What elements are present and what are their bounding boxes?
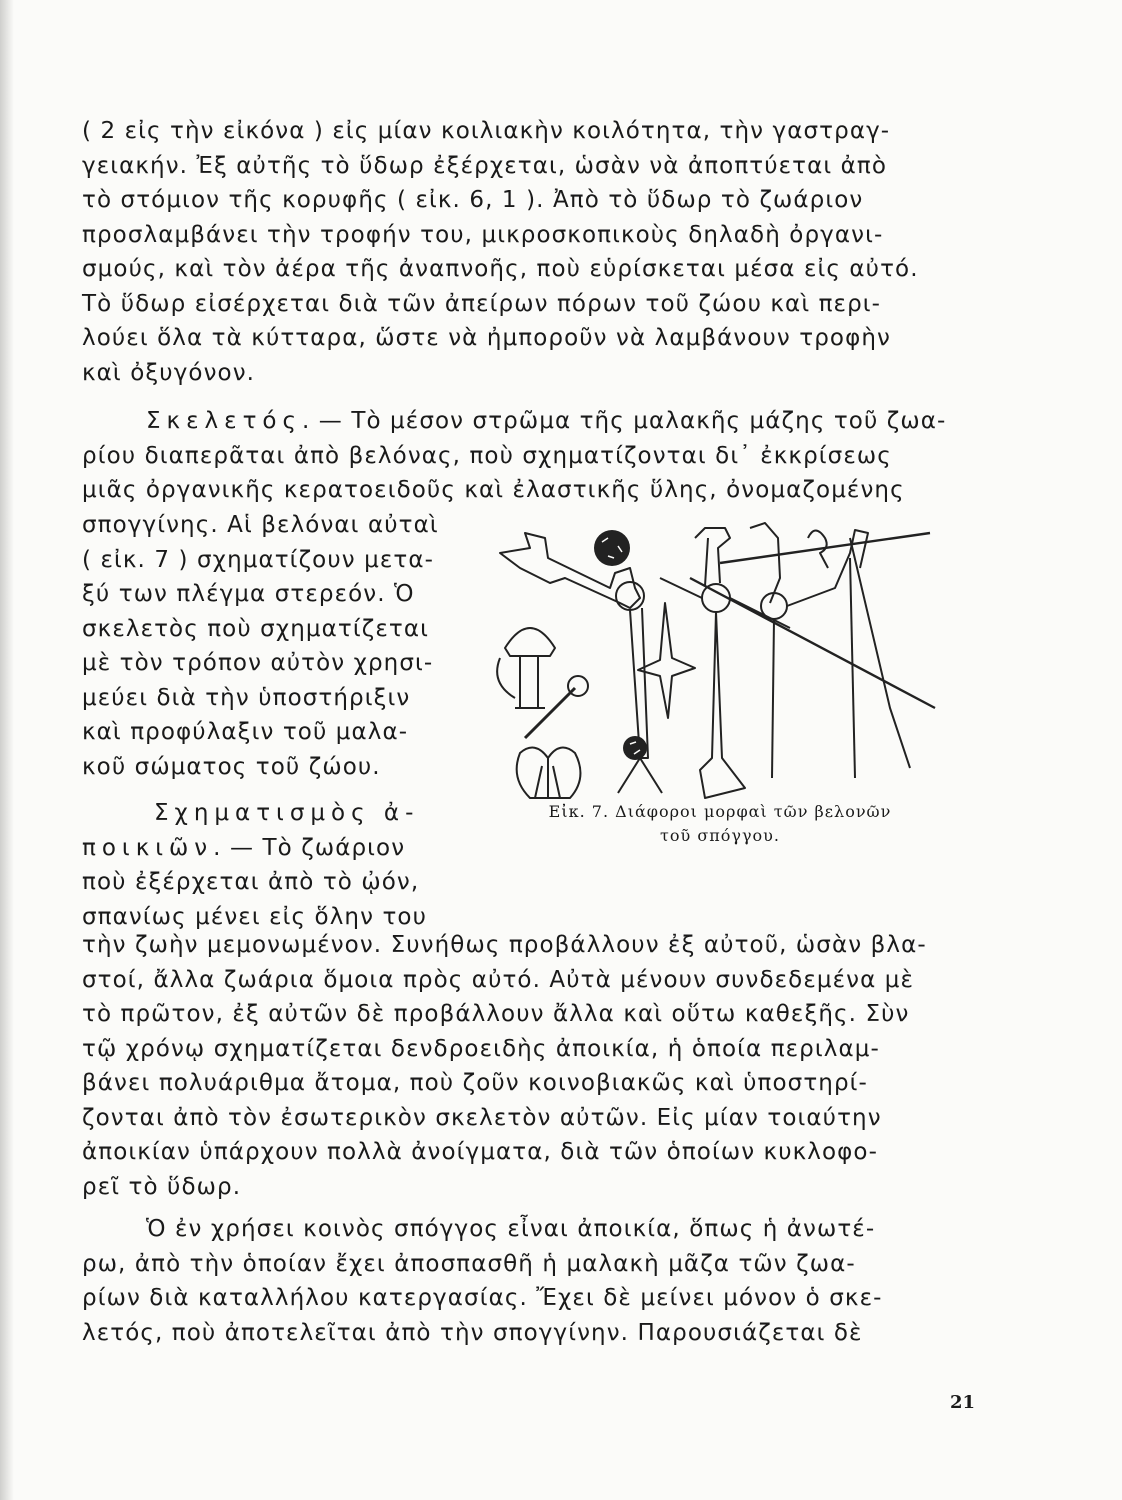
text-line: ἀποικίαν ὑπάρχουν πολλὰ ἀνοίγματα, διὰ τῶν ὁποίων κυκλοφο- xyxy=(82,1139,879,1165)
text-line: καὶ ὀξυγόνον. xyxy=(82,359,256,386)
colony-heading: Σχηματισμὸς ἀ- xyxy=(154,800,420,826)
text-line: μὲ τὸν τρόπον αὐτὸν χρησι- xyxy=(82,650,434,676)
text-line: ρεῖ τὸ ὕδωρ. xyxy=(82,1173,242,1200)
colony-text: . — Τὸ ζωάριον xyxy=(213,834,406,861)
text-line xyxy=(82,404,946,439)
small-rosette-spicule xyxy=(623,736,647,760)
text-line: τὸ στόμιον τῆς κορυφῆς ( εἰκ. 6, 1 ). Ἀπὸ τὸ ὕδωρ τὸ ζωάριον xyxy=(82,187,864,213)
spicule-shaft xyxy=(630,608,648,758)
text-line: λετός, ποὺ ἀποτελεῖται ἀπὸ τὴν σπογγίνην. Παρουσιάζεται δὲ xyxy=(82,1319,863,1346)
text-line: προσλαμβάνει τὴν τροφήν του, μικροσκοπικοὺς δηλαδὴ ὀργανι- xyxy=(82,221,884,248)
paragraph-top xyxy=(82,114,919,390)
spicule-fork xyxy=(618,758,662,793)
text-line: στοί, ἄλλα ζωάρια ὅμοια πρὸς αὐτό. Αὐτὰ μένουν συνδεδεμένα μὲ xyxy=(82,966,915,993)
text-line: ζονται ἀπὸ τὸν ἐσωτερικὸν σκελετὸν αὐτῶν. Εἰς μίαν τοιαύτην xyxy=(82,1104,882,1131)
text-line: ( 2 εἰς τὴν εἰκόνα ) εἰς μίαν κοιλιακὴν κοιλότητα, τὴν γαστραγ- xyxy=(82,118,891,144)
paragraph-skeleton xyxy=(82,404,946,508)
sponge-spicules-figure xyxy=(490,508,950,800)
colony-heading-rest: ποικιῶν xyxy=(82,834,214,861)
text-line: ρω, ἀπὸ τὴν ὁποίαν ἔχει ἀποσπασθῆ ἡ μαλακὴ μᾶζα τῶν ζωα- xyxy=(82,1250,856,1277)
text-line: τὸ πρῶτον, ἐξ αὐτῶν δὲ προβάλλουν ἄλλα καὶ οὕτω καθεξῆς. Σὺν xyxy=(82,1001,910,1027)
text-line: γειακήν. Ἐξ αὐτῆς τὸ ὕδωρ ἐξέρχεται, ὡσὰν νὰ ἀποπτύεται ἀπὸ xyxy=(82,152,888,179)
text-line: σπογγίνης. Αἱ βελόναι αὐταὶ xyxy=(82,512,439,538)
text-line: ποὺ ἐξέρχεται ἀπὸ τὸ ᾠόν, xyxy=(82,869,420,895)
skeleton-heading: Σκελετός xyxy=(146,408,302,434)
paragraph-colony xyxy=(82,928,927,1204)
text-line: ξύ των πλέγμα στερεόν. Ὁ xyxy=(82,581,415,607)
text-line: μιᾶς ὀργανικῆς κερατοειδοῦς καὶ ἐλαστικῆς ὕλης, ὀνομαζομένης xyxy=(82,477,905,503)
text-line: Ὁ ἐν χρήσει κοινὸς σπόγγος εἶναι ἀποικία, ὅπως ἡ ἀνωτέ- xyxy=(146,1216,876,1242)
text-line: κοῦ σώματος τοῦ ζώου. xyxy=(82,753,381,780)
text-line: ( εἰκ. 7 ) σχηματίζουν μετα- xyxy=(82,546,434,573)
page-number: 21 xyxy=(950,1392,976,1413)
text-line: ρίων διὰ καταλλήλου κατεργασίας. Ἔχει δὲ μείνει μόνον ὁ σκε- xyxy=(82,1285,883,1311)
text-line: ρίου διαπερᾶται ἀπὸ βελόνας, ποὺ σχηματίζονται δι᾽ ἐκκρίσεως xyxy=(82,442,892,469)
text-line xyxy=(82,831,439,866)
colony-heading-line1 xyxy=(82,796,439,831)
text-line: λούει ὅλα τὰ κύτταρα, ὥστε νὰ ἠμποροῦν νὰ λαμβάνουν τροφὴν xyxy=(82,325,891,351)
skeleton-text: . — Τὸ μέσον στρῶμα τῆς μαλακῆς μάζης τοῦ ζωα- xyxy=(301,408,947,434)
figure-caption xyxy=(490,800,950,848)
scan-edge-shadow xyxy=(0,0,14,1500)
spherical-spicule xyxy=(594,530,630,566)
paragraph-common-sponge xyxy=(82,1212,883,1350)
caption-line: Εἰκ. 7. Διάφοροι μορφαὶ τῶν βελονῶν xyxy=(548,802,892,821)
text-line: σκελετὸς ποὺ σχηματίζεται xyxy=(82,615,429,642)
caption-line: τοῦ σπόγγου. xyxy=(660,826,780,845)
text-line: τῷ χρόνῳ σχηματίζεται δενδροειδὴς ἀποικία, ἡ ὁποία περιλαμ- xyxy=(82,1035,880,1062)
text-line: βάνει πολυάριθμα ἄτομα, ποὺ ζοῦν κοινοβιακῶς καὶ ὑποστηρί- xyxy=(82,1070,868,1096)
text-line: καὶ προφύλαξιν τοῦ μαλα- xyxy=(82,719,409,745)
left-column-text xyxy=(82,508,439,934)
text-line: τὴν ζωὴν μεμονωμένον. Συνήθως προβάλλουν ἐξ αὐτοῦ, ὡσὰν βλα- xyxy=(82,932,927,958)
brush-tip xyxy=(700,612,745,798)
text-line: μεύει διὰ τὴν ὑποστήριξιν xyxy=(82,684,411,711)
text-line: Τὸ ὕδωρ εἰσέρχεται διὰ τῶν ἀπείρων πόρων τοῦ ζώου καὶ περι- xyxy=(82,290,882,317)
text-line: σπανίως μένει εἰς ὅλην του xyxy=(82,903,427,930)
mushroom-spicule xyxy=(505,628,555,656)
text-line: σμούς, καὶ τὸν ἀέρα τῆς ἀναπνοῆς, ποὺ εὑρίσκεται μέσα εἰς αὐτό. xyxy=(82,256,919,282)
